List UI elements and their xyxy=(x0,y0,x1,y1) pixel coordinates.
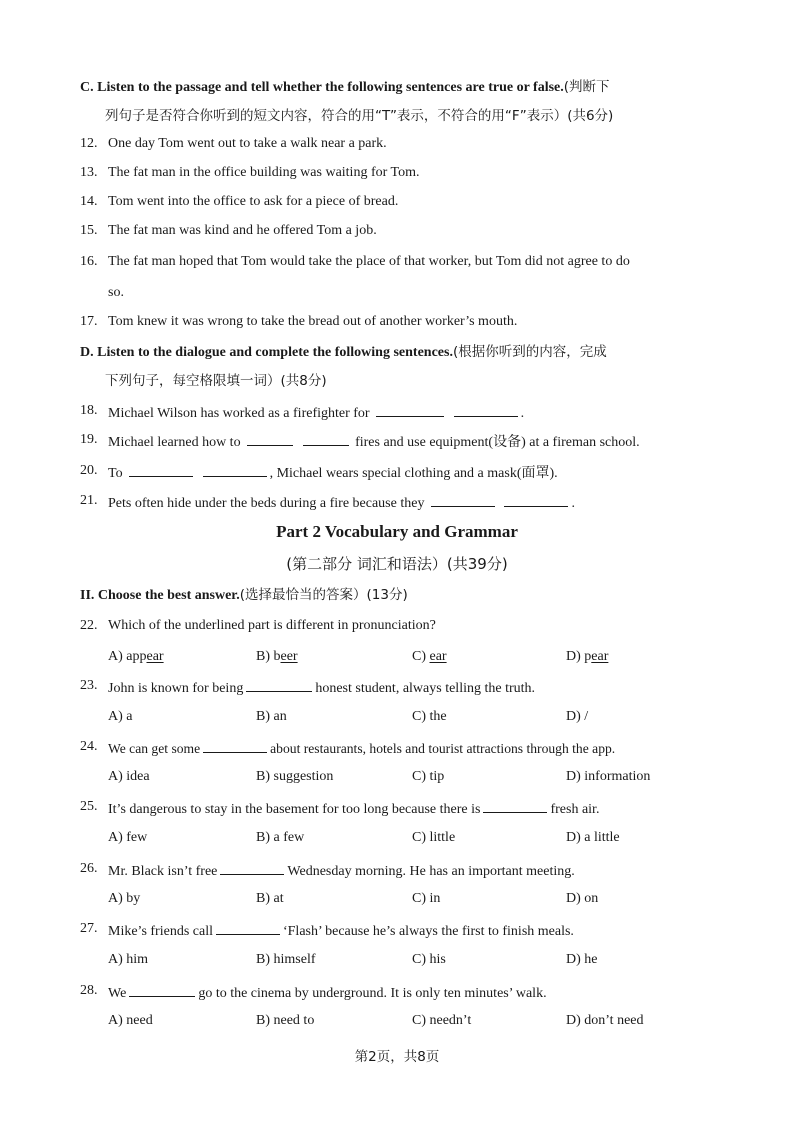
section-c-label: C. xyxy=(80,80,94,95)
section-ii-label: II. xyxy=(80,588,95,603)
option-d[interactable]: D) / xyxy=(566,709,589,724)
question-number: 22. xyxy=(80,618,98,633)
statement-text: The fat man was kind and he offered Tom a job. xyxy=(108,223,377,238)
option-d[interactable]: D) a little xyxy=(566,830,620,845)
option-b[interactable]: B) at xyxy=(256,891,284,906)
question-number: 26. xyxy=(80,861,98,876)
section-d-instruction-en: Listen to the dialogue and complete the following sentences. xyxy=(97,345,453,360)
section-c-heading xyxy=(80,78,610,97)
question-number: 13. xyxy=(80,165,98,180)
sentence-after: fires and use equipment(设备) at a fireman school. xyxy=(355,435,640,450)
option-row xyxy=(0,1012,794,1030)
question-number: 21. xyxy=(80,493,98,508)
section-d-instruction-cn: (根据你听到的内容，完成 xyxy=(452,344,607,360)
answer-blank[interactable] xyxy=(203,738,267,753)
answer-blank[interactable] xyxy=(220,860,284,875)
option-b[interactable]: B) an xyxy=(256,709,287,724)
question-number: 28. xyxy=(80,983,98,998)
answer-blank[interactable] xyxy=(376,402,444,417)
answer-blank[interactable] xyxy=(431,492,495,507)
question-number: 23. xyxy=(80,678,98,693)
option-a[interactable]: A) idea xyxy=(108,769,150,784)
question-number: 16. xyxy=(80,254,98,269)
section-ii-heading xyxy=(80,586,408,605)
option-b[interactable]: B) a few xyxy=(256,830,305,845)
section-ii-instruction-cn: (选择最恰当的答案）(13分) xyxy=(239,587,408,603)
answer-blank[interactable] xyxy=(246,677,312,692)
sentence-before: Pets often hide under the beds during a fire because they xyxy=(108,496,425,511)
question-number: 19. xyxy=(80,432,98,447)
section-ii-instruction-en: Choose the best answer. xyxy=(97,588,240,603)
question-number: 18. xyxy=(80,403,98,418)
option-b[interactable]: B) himself xyxy=(256,952,316,967)
sentence-after: . xyxy=(520,406,525,421)
statement-continuation: so. xyxy=(108,285,124,300)
part-title: Part 2 Vocabulary and Grammar xyxy=(276,522,518,541)
option-d[interactable]: D) information xyxy=(566,769,651,784)
option-row xyxy=(0,890,794,908)
option-c[interactable]: C) needn’t xyxy=(412,1013,472,1028)
option-a[interactable]: A) few xyxy=(108,830,148,845)
question-number: 15. xyxy=(80,223,98,238)
section-d-instruction-cn-line2: 下列句子，每空格限填一词）(共8分) xyxy=(105,373,327,389)
option-c[interactable]: C) tip xyxy=(412,769,445,784)
part-subtitle: (第二部分 词汇和语法）(共39分) xyxy=(286,555,508,573)
question-number: 24. xyxy=(80,739,98,754)
option-c[interactable]: C) ear xyxy=(412,649,447,664)
option-d[interactable]: D) on xyxy=(566,891,599,906)
option-c[interactable]: C) the xyxy=(412,709,447,724)
section-c-instruction-en: Listen to the passage and tell whether the following sentences are true or false. xyxy=(97,80,564,95)
option-d[interactable]: D) he xyxy=(566,952,598,967)
option-c[interactable]: C) his xyxy=(412,952,446,967)
section-d-heading xyxy=(80,343,607,362)
sentence-before: Michael Wilson has worked as a firefighter for xyxy=(108,406,370,421)
option-b[interactable]: B) need to xyxy=(256,1013,315,1028)
statement-text: Tom knew it was wrong to take the bread out of another worker’s mouth. xyxy=(108,314,518,329)
statement-text: Tom went into the office to ask for a piece of bread. xyxy=(108,194,399,209)
sentence-after: , Michael wears special clothing and a mask(面罩). xyxy=(269,466,558,481)
option-c[interactable]: C) little xyxy=(412,830,456,845)
section-d-label: D. xyxy=(80,345,94,360)
answer-blank[interactable] xyxy=(483,798,547,813)
answer-blank[interactable] xyxy=(129,982,195,997)
option-row xyxy=(0,708,794,726)
option-a[interactable]: A) appear xyxy=(108,649,164,664)
option-row xyxy=(0,648,794,666)
option-a[interactable]: A) him xyxy=(108,952,149,967)
statement-text: One day Tom went out to take a walk near a park. xyxy=(108,136,387,151)
question-number: 17. xyxy=(80,314,98,329)
option-b[interactable]: B) beer xyxy=(256,649,298,664)
statement-text: The fat man hoped that Tom would take the place of that worker, but Tom did not agree to do xyxy=(108,254,630,269)
question-number: 25. xyxy=(80,799,98,814)
question-number: 20. xyxy=(80,463,98,478)
answer-blank[interactable] xyxy=(216,920,280,935)
sentence-after: . xyxy=(571,496,575,511)
option-row xyxy=(0,829,794,847)
option-a[interactable]: A) need xyxy=(108,1013,153,1028)
option-b[interactable]: B) suggestion xyxy=(256,769,334,784)
question-number: 14. xyxy=(80,194,98,209)
answer-blank[interactable] xyxy=(303,431,349,446)
section-c-instruction-cn: (判断下 xyxy=(563,79,610,95)
page-number-footer: 第2页，共8页 xyxy=(354,1049,440,1065)
option-a[interactable]: A) by xyxy=(108,891,141,906)
answer-blank[interactable] xyxy=(203,462,267,477)
sentence-before: To xyxy=(108,466,123,481)
question-number: 27. xyxy=(80,921,98,936)
option-a[interactable]: A) a xyxy=(108,709,133,724)
answer-blank[interactable] xyxy=(454,402,518,417)
exam-page: C. Listen to the passage and tell whether the following sentences are true or false.(判断下 列句子是否符合你听到的短文内容，符合的用“T”表示，不符合的用“F”表示）(共6分) 12. One day Tom went out to take a walk near a park. 13. The fat man in the office building was waiting for Tom. 14. Tom went into the office to ask for a piece of bread. 15. The fat man was kind and he offered Tom a job. 16. The fat man hoped that Tom would take the place of that worker, but Tom did not agree to do so. 17. Tom knew it was wrong to take the bread out of another worker’s mouth. D. Listen to the dialogue and complete the following sentences.(根据你听到的内容，完成 下列句子，每空格限填一词）(共8分) 18. Michael Wilson has worked as a firefighter for . 19. Michael learned how to fires and use equipment(设备) at a fireman school. 20. To , Michael wears special clothing and a mask(面罩). 21. Pets often hide under the beds during a fire because they . Part 2 Vocabulary and Grammar (第二部分 词汇和语法）(共39分) II. Choose the best answer.(选择最恰当的答案）(13分) 22. Which of the underlined part is different in pronunciation? A) appear B) beer C) ear D) pear 23. John is known for being honest student, always telling the truth. A) a B) an C) the D) / 24. We can get some about restaurants, hotels and tourist attractions through the app. A) idea B) suggestion C) tip D) information 25. It’s dangerous to stay in the basement for too long because there is fresh air. A) few B) a few C) little D) a little 26. Mr. Black isn’t free Wednesday morning. He has an important meeting. A) by B) at C) in D) on 27. Mike’s friends call ‘Flash’ because he’s always the first to finish meals. A) him B) himself C) his D) he 28. We go to the cinema by underground. It is only ten minutes’ walk. A) need B) need to C) needn’t D) don’t need 第2页，共8页 xyxy=(0,0,794,1123)
answer-blank[interactable] xyxy=(129,462,193,477)
option-d[interactable]: D) don’t need xyxy=(566,1013,644,1028)
option-row xyxy=(0,768,794,786)
sentence-before: Michael learned how to xyxy=(108,435,241,450)
section-c-instruction-cn-line2: 列句子是否符合你听到的短文内容，符合的用“T”表示，不符合的用“F”表示）(共6分) xyxy=(105,108,614,124)
option-d[interactable]: D) pear xyxy=(566,649,609,664)
question-number: 12. xyxy=(80,136,98,151)
answer-blank[interactable] xyxy=(504,492,568,507)
statement-text: The fat man in the office building was waiting for Tom. xyxy=(108,165,420,180)
question-text: Which of the underlined part is different in pronunciation? xyxy=(108,618,436,633)
answer-blank[interactable] xyxy=(247,431,293,446)
option-c[interactable]: C) in xyxy=(412,891,441,906)
option-row xyxy=(0,951,794,969)
